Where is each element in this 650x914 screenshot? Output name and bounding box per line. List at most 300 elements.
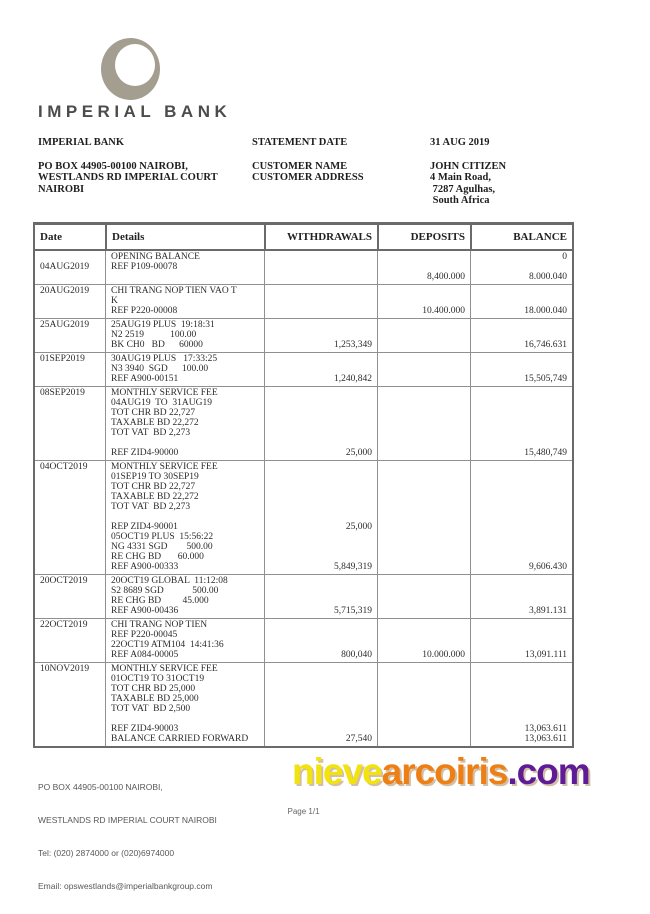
cell-line (270, 296, 372, 306)
cell-line (476, 330, 567, 340)
cell-line: 8,400.000 (427, 272, 465, 282)
column-header-withdrawals: WITHDRAWALS (264, 225, 377, 249)
cell-line: 10.400.000 (422, 306, 465, 316)
cell-line (270, 408, 372, 418)
cell-line (476, 552, 567, 562)
cell-line (40, 408, 100, 418)
cell-line (383, 354, 465, 364)
cell-line (383, 252, 465, 262)
cell-line (270, 630, 372, 640)
customer-address-line: South Africa (430, 195, 490, 206)
table-row (35, 574, 572, 618)
cell-line (383, 482, 465, 492)
cell-line (40, 650, 100, 660)
cell-line: RE CHG BD 45.000 (111, 596, 209, 606)
customer-name-label: CUSTOMER NAME (252, 160, 348, 172)
cell-line: BK CH0 BD 60000 (111, 340, 203, 350)
cell-line: 22OCT19 ATM104 14:41:36 (111, 640, 224, 650)
details-cell (105, 461, 264, 574)
cell-line: 13,063.611 (524, 734, 567, 744)
watermark-segment: arcoiris (381, 751, 508, 792)
cell-line (111, 714, 259, 724)
balance-cell (470, 387, 572, 460)
cell-line (383, 472, 465, 482)
cell-line: 10.000.000 (422, 650, 465, 660)
cell-line (270, 418, 372, 428)
cell-line (40, 552, 100, 562)
cell-line (476, 388, 567, 398)
cell-line (383, 630, 465, 640)
cell-line (383, 562, 465, 572)
cell-line: 5,715,319 (334, 606, 372, 616)
table-row (35, 352, 572, 386)
details-cell (105, 319, 264, 352)
cell-line: 0 (562, 252, 567, 262)
cell-line (270, 684, 372, 694)
cell-line (270, 388, 372, 398)
cell-line: K (111, 296, 118, 306)
cell-line: 5,849,319 (334, 562, 372, 572)
cell-line (476, 286, 567, 296)
cell-line: 25AUG19 PLUS 19:18:31 (111, 320, 215, 330)
details-cell (105, 285, 264, 318)
cell-line (383, 704, 465, 714)
cell-line (270, 694, 372, 704)
balance-cell (470, 353, 572, 386)
cell-line (40, 374, 100, 384)
withdrawals-cell (264, 387, 377, 460)
cell-line: 18.000.040 (524, 306, 567, 316)
cell-line (40, 674, 100, 684)
cell-line (40, 482, 100, 492)
footer-bank-contact (38, 760, 217, 914)
deposits-cell (377, 285, 470, 318)
cell-line (383, 340, 465, 350)
bank-info-block (38, 137, 250, 195)
statement-labels-block (252, 137, 428, 184)
cell-line (40, 586, 100, 596)
cell-line (270, 252, 372, 262)
cell-line (40, 438, 100, 448)
cell-line: N3 3940 SGD 100.00 (111, 364, 209, 374)
cell-line (383, 694, 465, 704)
cell-line: RE CHG BD 60.000 (111, 552, 204, 562)
details-cell (105, 619, 264, 662)
bank-address-line: WESTLANDS RD IMPERIAL COURT (38, 172, 218, 183)
cell-line (476, 532, 567, 542)
cell-line: 25,000 (345, 448, 372, 458)
cell-line (40, 630, 100, 640)
cell-line: OPENING BALANCE (111, 252, 200, 262)
table-row (35, 618, 572, 662)
date-cell (35, 575, 105, 618)
column-header-details: Details (105, 225, 264, 249)
withdrawals-cell (264, 251, 377, 284)
statement-date-value: 31 AUG 2019 (430, 137, 490, 148)
cell-line (270, 620, 372, 630)
deposits-cell (377, 575, 470, 618)
withdrawals-cell (264, 575, 377, 618)
cell-line (476, 262, 567, 272)
cell-line (476, 462, 567, 472)
cell-line (476, 704, 567, 714)
cell-line (111, 272, 259, 282)
deposits-cell (377, 387, 470, 460)
deposits-cell (377, 619, 470, 662)
cell-line: 10NOV2019 (40, 664, 90, 674)
watermark-logo (292, 751, 648, 793)
footer-phone-line: Tel: (020) 2874000 or (020)6974000 (38, 848, 175, 858)
withdrawals-cell (264, 619, 377, 662)
cell-line (40, 418, 100, 428)
cell-line (40, 522, 100, 532)
cell-line: 01SEP2019 (40, 354, 85, 364)
cell-line (476, 512, 567, 522)
cell-line (383, 438, 465, 448)
cell-line (383, 664, 465, 674)
column-header-date: Date (40, 231, 62, 243)
withdrawals-cell (264, 461, 377, 574)
cell-line (40, 306, 100, 316)
cell-line (476, 418, 567, 428)
cell-line (383, 320, 465, 330)
cell-line: NG 4331 SGD 500.00 (111, 542, 213, 552)
column-header-deposits: DEPOSITS (377, 225, 470, 249)
date-cell (35, 251, 105, 284)
cell-line (270, 532, 372, 542)
cell-line: 20AUG2019 (40, 286, 90, 296)
cell-line: 20OCT2019 (40, 576, 88, 586)
cell-line (383, 512, 465, 522)
cell-line (383, 286, 465, 296)
cell-line (270, 714, 372, 724)
cell-line (476, 620, 567, 630)
cell-line: REF A900-00436 (111, 606, 179, 616)
cell-line (476, 596, 567, 606)
cell-line (270, 364, 372, 374)
statement-table (33, 222, 574, 748)
cell-line: 27,540 (345, 734, 372, 744)
cell-line: CHI TRANG NOP TIEN VAO T (111, 286, 237, 296)
cell-line (40, 512, 100, 522)
cell-line: 3,891.131 (529, 606, 567, 616)
cell-line: TAXABLE BD 22,272 (111, 418, 199, 428)
cell-line (476, 408, 567, 418)
statement-rows (35, 251, 572, 746)
table-header-row (35, 225, 572, 251)
date-cell (35, 353, 105, 386)
cell-line: TOT VAT BD 2,500 (111, 704, 191, 714)
cell-line (40, 532, 100, 542)
cell-line (383, 684, 465, 694)
cell-line (40, 472, 100, 482)
cell-line: REF ZID4-90000 (111, 448, 179, 458)
cell-line (383, 532, 465, 542)
table-row (35, 318, 572, 352)
cell-line (270, 272, 372, 282)
cell-line (270, 492, 372, 502)
bank-address-line: PO BOX 44905-00100 NAIROBI, (38, 160, 188, 172)
table-row (35, 386, 572, 460)
balance-cell (470, 619, 572, 662)
balance-cell (470, 251, 572, 284)
cell-line (476, 438, 567, 448)
cell-line (383, 674, 465, 684)
cell-line (383, 640, 465, 650)
cell-line (270, 502, 372, 512)
details-cell (105, 663, 264, 746)
cell-line: REF A900-00333 (111, 562, 179, 572)
cell-line (270, 724, 372, 734)
deposits-cell (377, 353, 470, 386)
customer-address-label: CUSTOMER ADDRESS (252, 172, 364, 183)
cell-line: 04AUG19 TO 31AUG19 (111, 398, 212, 408)
cell-line (40, 734, 100, 744)
table-row (35, 460, 572, 574)
customer-address-line: 7287 Agulhas, (430, 183, 496, 195)
details-cell (105, 251, 264, 284)
cell-line: REF P220-00045 (111, 630, 178, 640)
cell-line (383, 620, 465, 630)
cell-line (383, 262, 465, 272)
balance-cell (470, 575, 572, 618)
cell-line (476, 630, 567, 640)
deposits-cell (377, 663, 470, 746)
cell-line: TOT VAT BD 2,273 (111, 502, 191, 512)
cell-line (40, 562, 100, 572)
cell-line: 1,240,842 (334, 374, 372, 384)
table-row (35, 284, 572, 318)
cell-line (270, 542, 372, 552)
cell-line (476, 586, 567, 596)
cell-line (476, 502, 567, 512)
cell-line: REF P109-00078 (111, 262, 178, 272)
cell-line: TOT VAT BD 2,273 (111, 428, 191, 438)
cell-line: 05OCT19 PLUS 15:56:22 (111, 532, 214, 542)
cell-line (476, 714, 567, 724)
cell-line (270, 552, 372, 562)
cell-line: 800,040 (341, 650, 372, 660)
bank-logo-hole (115, 44, 155, 86)
cell-line (476, 354, 567, 364)
cell-line: TOT CHR BD 22,727 (111, 408, 196, 418)
cell-line (383, 724, 465, 734)
cell-line: 25AUG2019 (40, 320, 90, 330)
cell-line (270, 354, 372, 364)
cell-line: 08SEP2019 (40, 388, 85, 398)
cell-line (40, 606, 100, 616)
cell-line (383, 364, 465, 374)
cell-line (270, 330, 372, 340)
bank-name: IMPERIAL BANK (38, 137, 125, 148)
cell-line (476, 296, 567, 306)
cell-line (40, 596, 100, 606)
column-header-balance: BALANCE (470, 225, 572, 249)
balance-cell (470, 319, 572, 352)
cell-line: 25,000 (345, 522, 372, 532)
statement-values-block (430, 137, 625, 207)
page-indicator: Page 1/1 (287, 807, 320, 816)
cell-line (270, 674, 372, 684)
cell-line (40, 724, 100, 734)
cell-line (383, 734, 465, 744)
cell-line (476, 522, 567, 532)
cell-line (111, 438, 259, 448)
deposits-cell (377, 319, 470, 352)
cell-line (270, 704, 372, 714)
cell-line (40, 640, 100, 650)
cell-line: 22OCT2019 (40, 620, 88, 630)
cell-line (383, 596, 465, 606)
date-cell (35, 319, 105, 352)
cell-line (383, 576, 465, 586)
cell-line (476, 398, 567, 408)
cell-line: CHI TRANG NOP TIEN (111, 620, 208, 630)
cell-line (476, 684, 567, 694)
cell-line: REF ZID4-90003 (111, 724, 179, 734)
cell-line (270, 428, 372, 438)
watermark-segment: nieve (292, 751, 382, 792)
table-row (35, 662, 572, 746)
cell-line (476, 364, 567, 374)
cell-line (270, 596, 372, 606)
cell-line (383, 522, 465, 532)
cell-line (40, 252, 100, 262)
date-cell (35, 619, 105, 662)
cell-line: 15,480,749 (524, 448, 567, 458)
cell-line (476, 320, 567, 330)
cell-line (383, 418, 465, 428)
cell-line: 8.000.040 (529, 272, 567, 282)
cell-line (40, 340, 100, 350)
cell-line (40, 704, 100, 714)
cell-line: 30AUG19 PLUS 17:33:25 (111, 354, 218, 364)
cell-line: 01SEP19 TO 30SEP19 (111, 472, 199, 482)
cell-line (476, 482, 567, 492)
cell-line (383, 388, 465, 398)
withdrawals-cell (264, 319, 377, 352)
cell-line (40, 448, 100, 458)
cell-line (270, 306, 372, 316)
cell-line: TOT CHR BD 25,000 (111, 684, 196, 694)
cell-line (476, 694, 567, 704)
cell-line: REF A084-00005 (111, 650, 179, 660)
cell-line: N2 2519 100.00 (111, 330, 197, 340)
cell-line: 16,746.631 (524, 340, 567, 350)
cell-line: MONTHLY SERVICE FEE (111, 388, 218, 398)
cell-line: 15,505,749 (524, 374, 567, 384)
cell-line (476, 542, 567, 552)
cell-line (383, 714, 465, 724)
cell-line: 01OCT19 TO 31OCT19 (111, 674, 205, 684)
cell-line (383, 374, 465, 384)
cell-line (270, 576, 372, 586)
date-cell (35, 663, 105, 746)
cell-line (270, 472, 372, 482)
cell-line (383, 408, 465, 418)
cell-line (40, 502, 100, 512)
cell-line (476, 428, 567, 438)
cell-line (111, 512, 259, 522)
deposits-cell (377, 251, 470, 284)
cell-line (40, 428, 100, 438)
watermark-segment: .com (507, 751, 590, 792)
cell-line: 9,606.430 (529, 562, 567, 572)
cell-line (270, 398, 372, 408)
date-cell (35, 461, 105, 574)
withdrawals-cell (264, 353, 377, 386)
cell-line (40, 492, 100, 502)
cell-line (40, 398, 100, 408)
cell-line (476, 664, 567, 674)
cell-line (476, 640, 567, 650)
bank-address-line: NAIROBI (38, 183, 85, 195)
cell-line (40, 364, 100, 374)
withdrawals-cell (264, 285, 377, 318)
customer-name-value: JOHN CITIZEN (430, 160, 507, 172)
cell-line (40, 684, 100, 694)
cell-line (383, 492, 465, 502)
details-cell (105, 353, 264, 386)
cell-line (270, 262, 372, 272)
cell-line (383, 606, 465, 616)
cell-line: REF P220-00008 (111, 306, 178, 316)
customer-address-line: 4 Main Road, (430, 172, 491, 183)
withdrawals-cell (264, 663, 377, 746)
cell-line (476, 674, 567, 684)
date-cell (35, 285, 105, 318)
cell-line (40, 296, 100, 306)
cell-line: REF A900-00151 (111, 374, 179, 384)
footer-email-line: Email: opswestlands@imperialbankgroup.com (38, 881, 213, 891)
date-cell (35, 387, 105, 460)
details-cell (105, 575, 264, 618)
cell-line (476, 576, 567, 586)
bank-wordmark: IMPERIAL BANK (38, 102, 232, 121)
cell-line (270, 640, 372, 650)
cell-line (270, 320, 372, 330)
cell-line (270, 482, 372, 492)
cell-line: REP ZID4-90001 (111, 522, 178, 532)
cell-line (383, 542, 465, 552)
cell-line: 04AUG2019 (40, 262, 90, 272)
cell-line (383, 448, 465, 458)
cell-line (476, 492, 567, 502)
cell-line (270, 664, 372, 674)
cell-line (40, 714, 100, 724)
cell-line (383, 552, 465, 562)
footer-address-line: PO BOX 44905-00100 NAIROBI, (38, 782, 163, 792)
cell-line (270, 512, 372, 522)
cell-line (270, 438, 372, 448)
balance-cell (470, 461, 572, 574)
cell-line (383, 462, 465, 472)
details-cell (105, 387, 264, 460)
cell-line (40, 694, 100, 704)
cell-line (270, 462, 372, 472)
deposits-cell (377, 461, 470, 574)
statement-date-label: STATEMENT DATE (252, 137, 348, 148)
cell-line (383, 502, 465, 512)
table-row (35, 251, 572, 284)
cell-line: MONTHLY SERVICE FEE (111, 462, 218, 472)
balance-cell (470, 285, 572, 318)
cell-line: MONTHLY SERVICE FEE (111, 664, 218, 674)
cell-line: TAXABLE BD 22,272 (111, 492, 199, 502)
cell-line (476, 472, 567, 482)
footer-address-line: WESTLANDS RD IMPERIAL COURT NAIROBI (38, 815, 217, 825)
cell-line (383, 330, 465, 340)
